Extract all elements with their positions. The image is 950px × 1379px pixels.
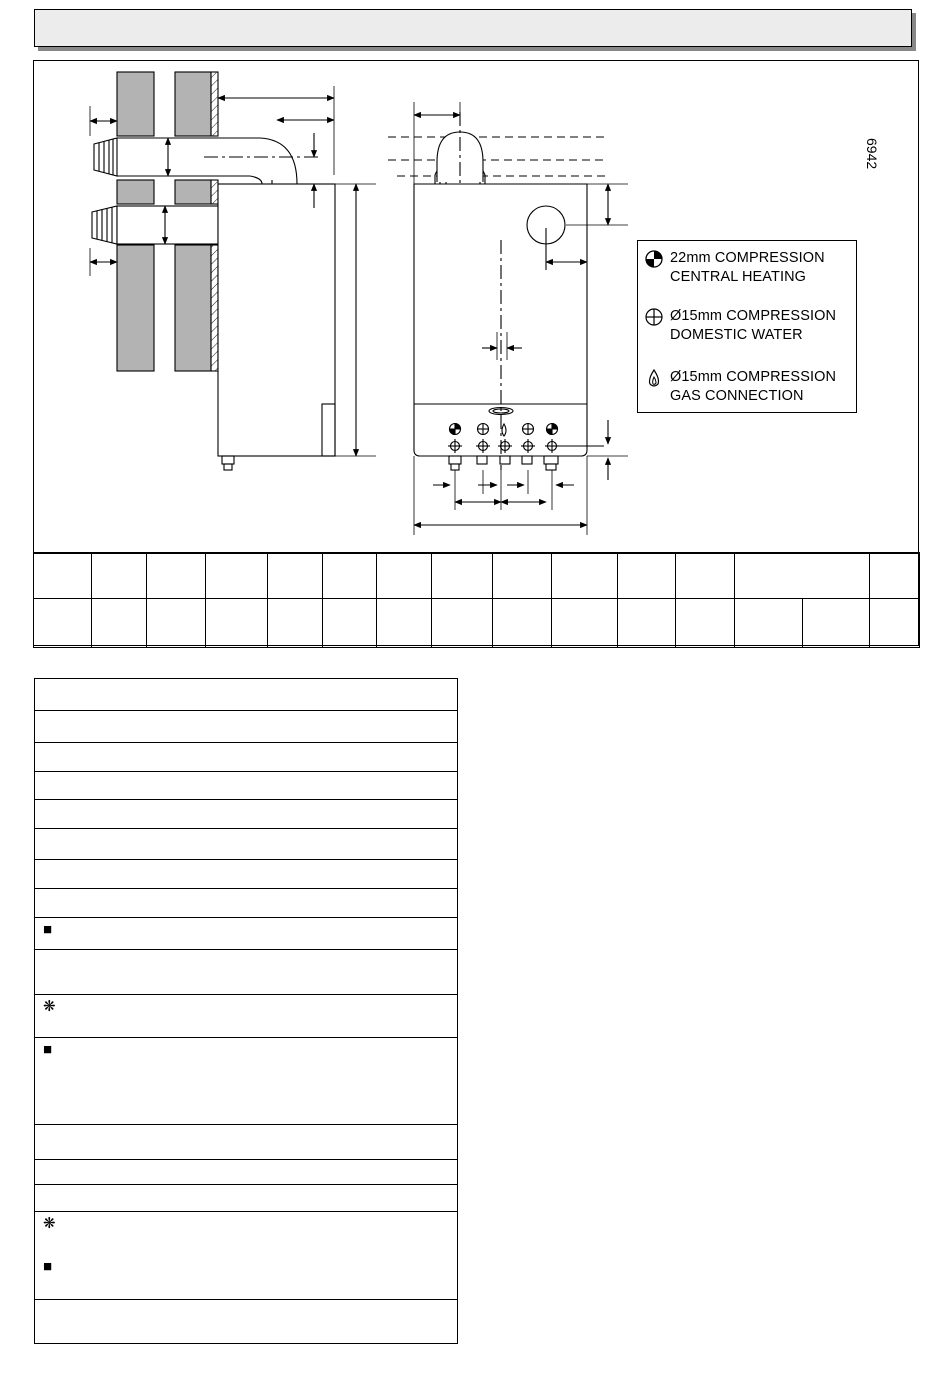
legend-central-heating-line1: 22mm COMPRESSION — [670, 250, 825, 266]
boiler-side-view — [218, 184, 335, 470]
asterisk-bullet-icon: ❋ — [43, 1215, 56, 1232]
dimension-table-value-row — [34, 598, 920, 647]
legend-item-central-heating — [644, 249, 825, 287]
spec-row — [35, 1212, 458, 1300]
legend-gas-line2: GAS CONNECTION — [670, 388, 804, 404]
square-bullet-icon: ■ — [43, 1258, 53, 1275]
figure-reference-number: 6942 — [864, 138, 880, 170]
spec-row — [35, 1125, 458, 1160]
central-heating-icon — [644, 249, 664, 269]
legend-central-heating-line2: CENTRAL HEATING — [670, 269, 807, 285]
legend-domestic-water-line2: DOMESTIC WATER — [670, 327, 803, 343]
spec-row — [35, 743, 458, 772]
spec-row — [35, 711, 458, 743]
gas-flame-icon — [644, 368, 664, 388]
legend-domestic-water-line1: Ø15mm COMPRESSION — [670, 308, 837, 324]
spec-row — [35, 889, 458, 918]
spec-row — [35, 950, 458, 995]
spec-row — [35, 860, 458, 889]
spec-row — [35, 800, 458, 829]
flue-terminal-lower — [92, 206, 218, 244]
spec-row — [35, 995, 458, 1038]
dimension-table-header-row — [34, 553, 920, 598]
spec-row — [35, 918, 458, 950]
square-bullet-icon: ■ — [43, 921, 53, 938]
square-bullet-icon: ■ — [43, 1041, 53, 1058]
spec-row — [35, 1185, 458, 1212]
spec-row — [35, 679, 458, 711]
domestic-water-icon — [644, 307, 664, 327]
spec-row — [35, 1038, 458, 1125]
dimension-table — [33, 552, 920, 648]
legend-item-gas-connection — [644, 368, 836, 406]
spec-row — [35, 829, 458, 860]
legend-gas-line1: Ø15mm COMPRESSION — [670, 369, 837, 385]
spec-row — [35, 1300, 458, 1344]
asterisk-bullet-icon: ❋ — [43, 998, 56, 1015]
spec-row — [35, 1160, 458, 1185]
specification-table — [34, 678, 458, 1344]
boiler-front-view — [388, 112, 605, 470]
connection-legend — [637, 240, 857, 413]
legend-item-domestic-water — [644, 307, 836, 345]
spec-row — [35, 772, 458, 800]
